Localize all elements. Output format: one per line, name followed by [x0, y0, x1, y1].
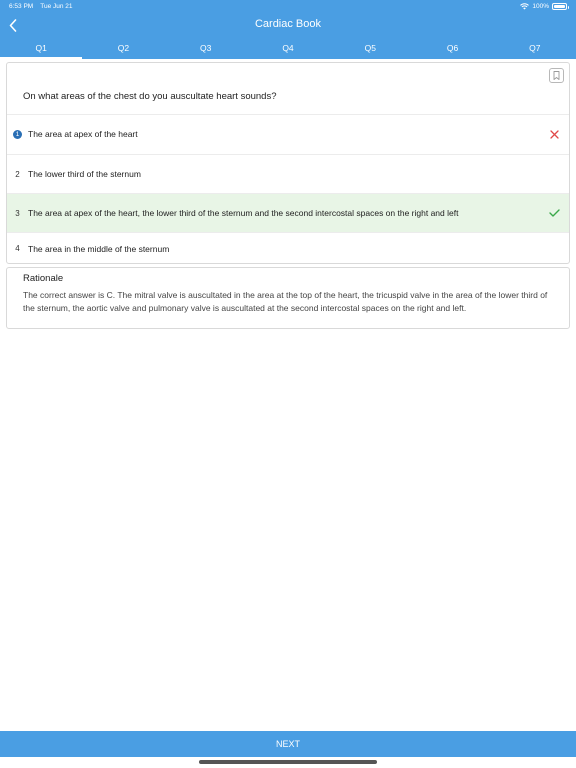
option-3[interactable]: [7, 193, 569, 232]
option-number: 2: [15, 169, 20, 179]
status-left: [9, 3, 80, 10]
option-text: The area in the middle of the sternum: [28, 243, 170, 254]
option-2[interactable]: [7, 154, 569, 193]
close-icon: [550, 130, 559, 139]
tab-q3[interactable]: Q3: [200, 43, 212, 53]
page-title: Cardiac Book: [254, 18, 322, 30]
rationale-card: [6, 267, 570, 329]
status-bar: [0, 0, 576, 14]
tab-q7[interactable]: Q7: [529, 43, 541, 53]
home-indicator: [199, 760, 377, 764]
status-right: [520, 3, 567, 10]
bookmark-button[interactable]: [549, 68, 564, 83]
tab-q1[interactable]: Q1: [0, 40, 82, 59]
battery-icon: [552, 3, 567, 10]
option-text: The area at apex of the heart, the lower third of the sternum and the second intercostal spaces on the right and left: [28, 208, 459, 218]
status-date: Tue Jun 21: [40, 3, 73, 10]
rationale-title: Rationale: [23, 273, 64, 284]
tab-q2[interactable]: Q2: [117, 43, 130, 53]
status-time: 6:53 PM: [9, 3, 34, 10]
rationale-body: The correct answer is C. The mitral valve is auscultated in the area at the top of the heart, the tricuspid valve in the area of the lower third of the sternum, the aortic valve and pulmonary valve is auscultated at the second intercostal spaces on the right and left.: [23, 290, 548, 313]
bookmark-icon: [553, 71, 560, 80]
question-text: On what areas of the chest do you auscultate heart sounds?: [23, 91, 277, 102]
option-4[interactable]: [7, 232, 569, 264]
wrong-mark: [547, 127, 561, 141]
next-button[interactable]: NEXT: [0, 731, 576, 757]
option-text: The lower third of the sternum: [28, 169, 141, 179]
tab-q4[interactable]: Q4: [282, 43, 294, 53]
option-number: 3: [15, 208, 20, 218]
tab-q6[interactable]: Q6: [446, 43, 459, 53]
tab-q5[interactable]: Q5: [364, 43, 376, 53]
correct-mark: [547, 206, 561, 220]
wifi-icon: [520, 3, 529, 10]
checkmark-icon: [549, 209, 560, 217]
option-1[interactable]: [7, 114, 569, 153]
option-number-selected: 1: [13, 130, 22, 139]
header: [0, 0, 576, 59]
option-text: The area at apex of the heart: [28, 129, 138, 139]
battery-percent: 100%: [532, 3, 549, 10]
question-tabs: [0, 40, 576, 59]
option-number: 4: [15, 244, 20, 253]
question-card: [6, 62, 570, 264]
